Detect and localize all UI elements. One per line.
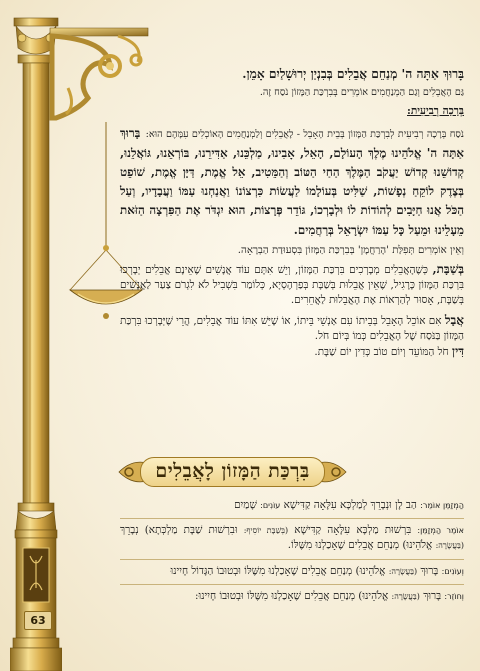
- zimun-text: אֱלֹהֵינוּ) מְנַחֵם אֲבֵלִים שֶׁאָכַלְנוּ מִשֶּׁלּוֹ.: [287, 539, 433, 552]
- zimun-section: [120, 498, 464, 609]
- page-number: 63: [24, 611, 52, 630]
- note-line: גַּם הָאֲבֵלִים וְגַם הַמְנַחֲמִים אוֹמְרִים בְּבִרְכַּת הַמָּזוֹן נֹסַח זֶה.: [259, 86, 464, 98]
- zimun-text: בָּרוּךְ: [423, 589, 442, 602]
- din-lead: דִּין: [452, 344, 464, 358]
- zimun-text: הַב לָן וּנְבָרֵךְ לְמַלְכָּא עִלָּאָה קַדִּישָׁא: [283, 499, 417, 511]
- fourth-blessing-paragraph: [120, 122, 464, 238]
- zimun-line-2: [120, 523, 464, 553]
- zimun-role: וְעוֹנִים:: [441, 566, 464, 576]
- zimun-paren: (בְּשַׁבָּת יוֹסִיף:: [243, 526, 289, 536]
- zimun-response: שָׁמַיִם: [234, 499, 257, 511]
- zimun-text: נְבָרֵךְ: [120, 524, 139, 537]
- fourth-blessing-heading: בְּרָכָה רְבִיעִית:: [407, 104, 464, 117]
- aval-text: אִם אוֹכֵל הָאָבֵל בְּבֵיתוֹ עִם אַנְשֵׁי בֵּיתוֹ, אוֹ שֶׁיֵּשׁ אִתּוֹ עוֹד אֲבֵלִים, הֲרֵי שֶׁיְּבָרְכוּ בִּרְכַּת הַמָּזוֹן בַּנֹּסַח שֶׁל הָאֲבֵלִים כְּמוֹ בְּיוֹם חֹל.: [120, 314, 464, 342]
- divider: [120, 559, 464, 560]
- shabbat-text: כְּשֶׁהָאֲבֵלִים מְבָרְכִים בִּרְכַּת הַמָּזוֹן, וְיֵשׁ אִתָּם עוֹד אֲנָשִׁים שֶׁאֵינָם אֲבֵלִים יְבָרְכוּ בִּרְכַּת הַמָּזוֹן כָּרָגִיל, שֶׁאֵין אֲבֵלוּת בְּשַׁבָּת בְּפַרְהֶסְיָא, כְּלוֹמַר בִּשְׁבִיל לֹא לִגְרֹם צַעַר לַאֲנָשִׁים בְּשַׁבָּת, אָסוּר לְהַרְאוֹת אֶת הָאֲבֵלוּת לַאֲחֵרִים.: [120, 263, 464, 307]
- zimun-paren: (בַּעֲשָׂרָה:: [388, 566, 418, 576]
- zimun-text: וּבִרְשׁוּת שַׁבָּת מַלְכְּתָא): [144, 524, 238, 537]
- zimun-paren: (בַּעֲשָׂרָה:: [391, 591, 420, 601]
- zimun-text: אֱלֹהֵינוּ) מְנַחֵם אֲבֵלִים שֶׁאָכַלְנוּ מִשֶּׁלּוֹ וּבְטוּבוֹ חָיִינוּ:: [195, 589, 389, 602]
- zimun-line-1: [120, 498, 464, 513]
- zimun-paren: (בַּעֲשָׂרָה:: [435, 541, 464, 551]
- din-text: חֹל הַמּוֹעֵד וְיוֹם טוֹב כְּדִין יוֹם שַׁבָּת.: [314, 346, 449, 358]
- fourth-blessing-intro: נֹסַח בְּרָכָה רְבִיעִית לְבִרְכַּת הַמָּזוֹן בְּבֵית הָאָבֵל - לָאֲבֵלִים וְלַמְנַחֲמִים הָאוֹכְלִים עִמָּהֶם הוּא:: [145, 128, 464, 140]
- divider: [120, 518, 464, 519]
- fourth-blessing-text: בָּרוּךְ אַתָּה ה' אֱלֹהֵינוּ מֶלֶךְ הָעוֹלָם, הָאֵל, אָבִינוּ, מַלְכֵּנוּ, אַדִּירֵנוּ, בּוֹרְאֵנוּ, גּוֹאֲלֵנוּ, קְדוֹשֵׁנוּ קְדוֹשׁ יַעֲקֹב הַמֶּלֶךְ הַחַי הַטּוֹב וְהַמֵּטִיב, אֵל אֱמֶת, דַּיָּן אֱמֶת, שׁוֹפֵט בְּצֶדֶק לוֹקֵחַ נְפָשׁוֹת, שַׁלִּיט בְּעוֹלָמוֹ לַעֲשׂוֹת כִּרְצוֹנוֹ וַאֲנַחְנוּ עַמּוֹ וַעֲבָדָיו, וְעַל הַכֹּל אֲנוּ חַיָּבִים לְהוֹדוֹת לוֹ וּלְבָרְכוֹ, גּוֹדֵר פְּרָצוֹת, הוּא יִגְדֹּר אֶת הַפִּרְצָה הַזֹּאת מֵעָלֵינוּ וּמֵעַל כָּל עַמּוֹ יִשְׂרָאֵל בְּרַחֲמִים.: [120, 125, 464, 237]
- zimun-text: אֱלֹהֵינוּ) מְנַחֵם אֲבֵלִים שֶׁאָכַלְנוּ מִשֶּׁלּוֹ וּבְטוּבוֹ הַגָּדוֹל חָיִינוּ: [170, 564, 386, 577]
- zimun-role: וְחוֹזֵר:: [444, 591, 464, 601]
- section-title: בִּרְכַּת הַמָּזוֹן לָאֲבֵלִים: [140, 457, 324, 487]
- aval-paragraph: [120, 313, 464, 344]
- zimun-role: הַמְזַמֵּן אוֹמֵר:: [420, 501, 464, 510]
- zimun-line-4: [120, 589, 464, 604]
- zimun-text: בָּרוּךְ: [420, 564, 439, 577]
- main-text: [120, 66, 464, 364]
- shabbat-lead: בְּשַׁבָּת,: [432, 261, 464, 276]
- zimun-role: אוֹמֵר הַמְזַמֵּן:: [417, 526, 464, 536]
- zimun-response-role: עוֹנִים:: [260, 501, 281, 510]
- aval-lead: אֲבָל: [444, 312, 464, 327]
- harachaman-note: וְאֵין אוֹמְרִים תְּפִלַּת 'הָרַחֲמָן' בְּבִרְכַּת הַמָּזוֹן בִּסְעוּדַת הַבְרָאָה.: [237, 244, 464, 256]
- blessing-conclusion: בָּרוּךְ אַתָּה ה' מְנַחֵם אֲבֵלִים בְּבִנְיַן יְרוּשָׁלַיִם אָמֵן.: [242, 67, 464, 81]
- shabbat-paragraph: [120, 262, 464, 309]
- din-paragraph: [120, 344, 464, 360]
- zimun-text: בִּרְשׁוּת מַלְכָּא עִלָּאָה קַדִּישָׁא: [294, 524, 412, 537]
- section-title-banner: [115, 452, 350, 492]
- zimun-line-3: [120, 564, 464, 579]
- divider: [120, 584, 464, 585]
